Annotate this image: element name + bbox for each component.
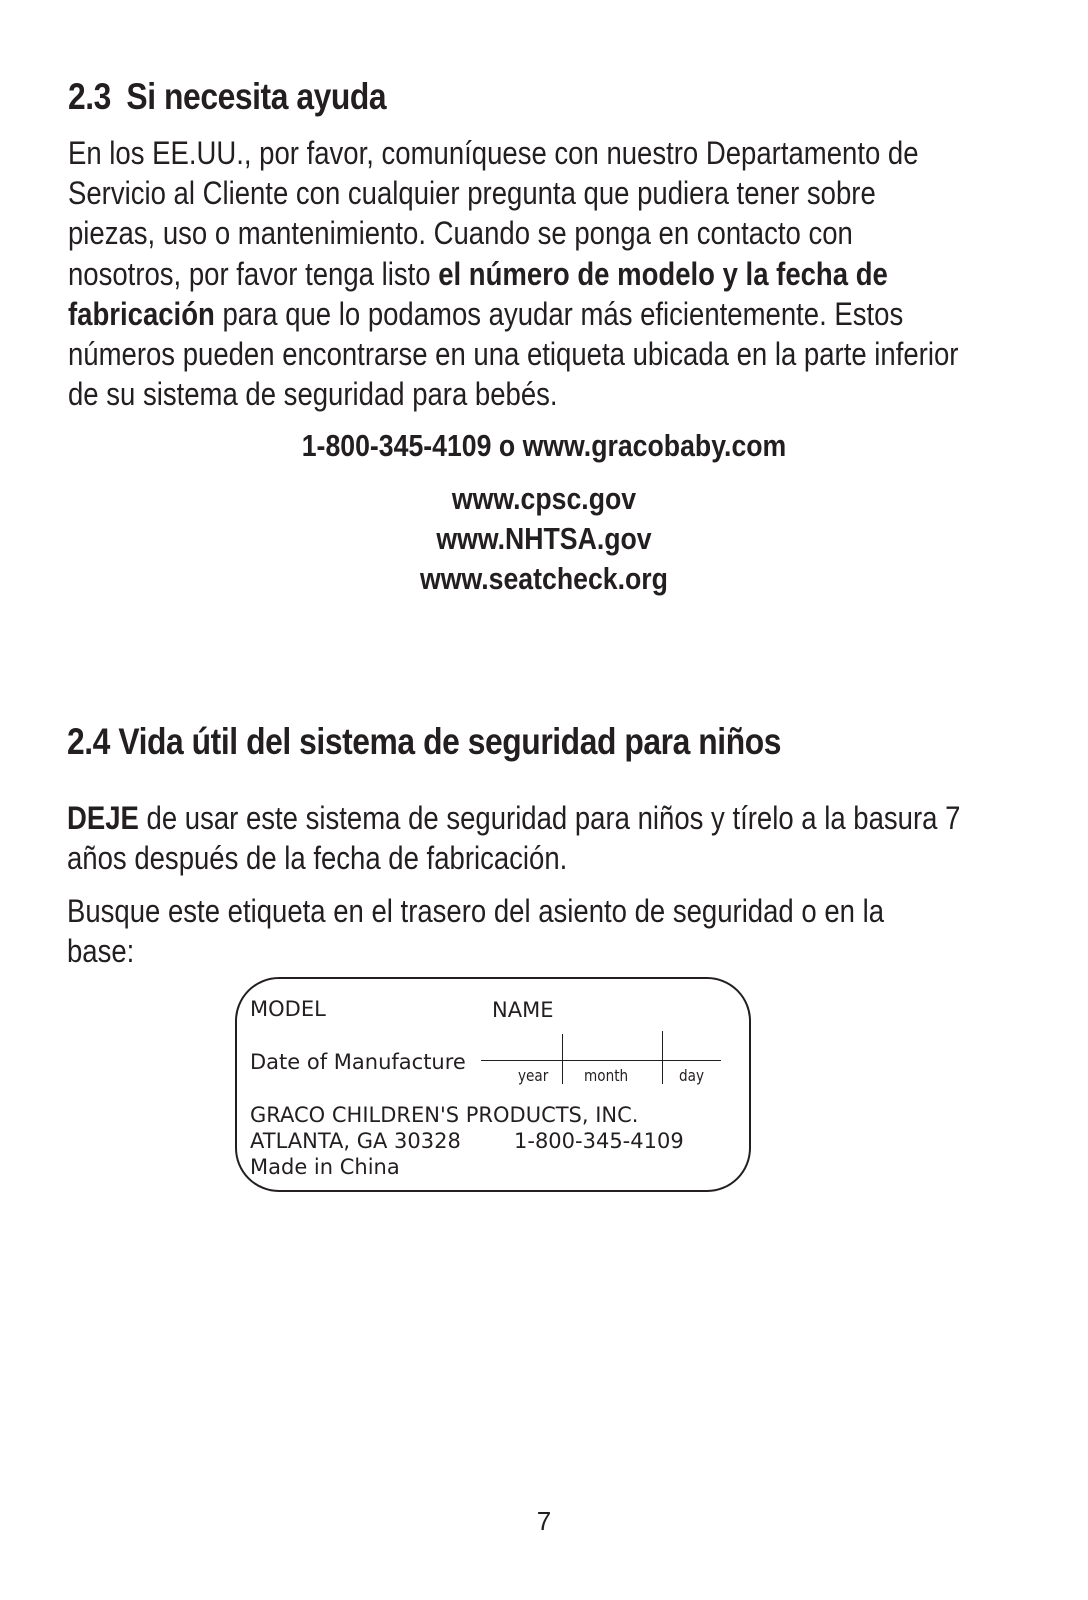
date-divider-1 [562,1034,563,1084]
label-year: year [518,1066,549,1085]
page-number: 7 [536,1506,552,1536]
label-name: NAME [492,998,554,1022]
date-line [481,1060,721,1061]
contact-line [0,428,1088,464]
section-2-3-heading [68,76,386,118]
stop-use-paragraph [67,798,987,878]
help-text-bold: el número de modelo y la fecha de fabricación [68,255,888,332]
section-2-4-heading: 2.4 Vida útil del sistema de seguridad para niños [67,721,781,762]
links-block [0,479,1088,599]
link-nhtsa: www.NHTSA.gov [436,521,652,556]
label-location-paragraph: Busque este etiqueta en el trasero del asiento de seguridad o en la base: [67,893,884,970]
date-divider-2 [662,1031,663,1084]
stop-use-text: de usar este sistema de seguridad para niños y tírelo a la basura 7 años después de la fecha de fabricación. [67,800,961,877]
label-date-of-manufacture: Date of Manufacture [250,1050,466,1074]
link-cpsc: www.cpsc.gov [451,481,637,516]
label-model: MODEL [250,997,326,1021]
label-address: ATLANTA, GA 30328 [250,1129,461,1153]
phone-and-website: 1-800-345-4109 o www.gracobaby.com [301,428,787,463]
section-title: Si necesita ayuda [126,76,387,117]
section-number: 2.3 [68,76,111,117]
label-day: day [679,1066,705,1085]
label-phone: 1-800-345-4109 [514,1129,684,1153]
label-company: GRACO CHILDREN'S PRODUCTS, INC. [250,1103,639,1127]
help-text-end: para que lo podamos ayudar más eficientemente. Estos números pueden encontrarse en una etiqueta ubicada en la parte inferior de su sistema de seguridad para bebés. [68,295,959,413]
help-paragraph [68,133,964,414]
stop-use-bold: DEJE [67,800,139,836]
link-seatcheck: www.seatcheck.org [420,561,668,596]
label-month: month [584,1066,629,1085]
help-text-start: En los EE.UU., por favor, comuníquese con nuestro Departamento de Servicio al Cliente con cualquier pregunta que pudiera tener sobre piezas, uso o mantenimiento. Cuando se ponga en contacto con nosotros, por favor tenga listo [68,135,919,292]
product-label [235,977,751,1192]
label-origin: Made in China [250,1155,400,1179]
